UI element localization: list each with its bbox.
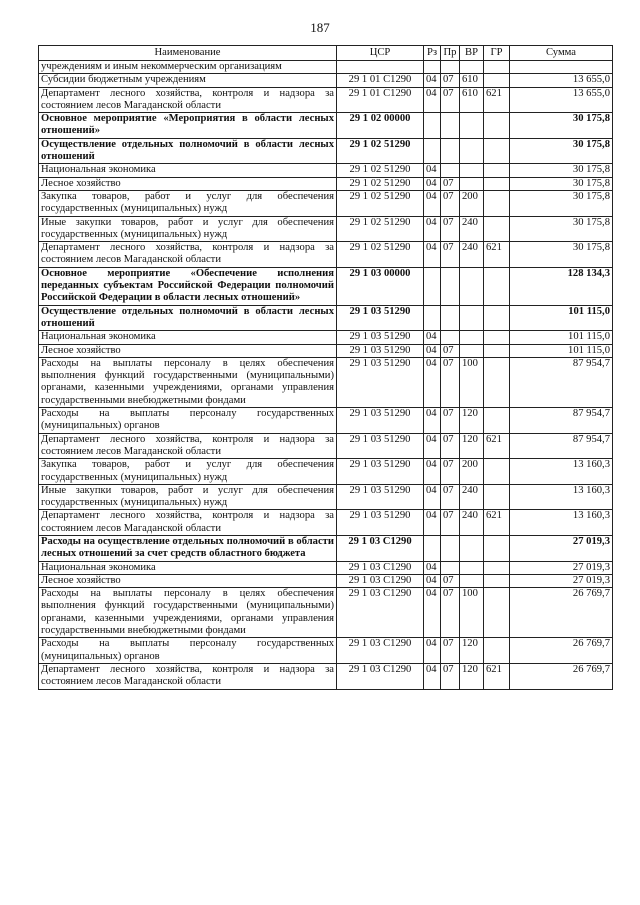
- cell-csr: 29 1 02 51290: [337, 216, 424, 242]
- cell-pr: [441, 535, 460, 561]
- cell-pr: 07: [441, 663, 460, 689]
- cell-pr: 07: [441, 87, 460, 113]
- cell-vr: 610: [460, 87, 484, 113]
- cell-rz: 04: [424, 484, 441, 510]
- cell-csr: 29 1 03 51290: [337, 510, 424, 536]
- cell-csr: 29 1 03 С1290: [337, 588, 424, 638]
- cell-vr: [460, 305, 484, 331]
- cell-vr: 240: [460, 242, 484, 268]
- cell-csr: 29 1 01 С1290: [337, 74, 424, 87]
- header-sum: Сумма: [510, 46, 613, 61]
- cell-gr: [484, 113, 510, 139]
- cell-rz: 04: [424, 561, 441, 574]
- cell-csr: 29 1 03 51290: [337, 344, 424, 357]
- table-row: [39, 331, 613, 344]
- cell-csr: 29 1 03 00000: [337, 267, 424, 305]
- table-row: [39, 638, 613, 664]
- cell-sum: 30 175,8: [510, 177, 613, 190]
- cell-empty: [460, 61, 484, 74]
- table-row: [39, 242, 613, 268]
- table-row: [39, 408, 613, 434]
- cell-name: Иные закупки товаров, работ и услуг для обеспечения государственных (муниципальных) нужд: [39, 216, 337, 242]
- cell-name: Основное мероприятие «Обеспечение исполнения переданных субъектам Российской Федерации полномочий Российской Федерации в области лесных отношений»: [39, 267, 337, 305]
- cell-pr: 07: [441, 216, 460, 242]
- cell-sum: 30 175,8: [510, 138, 613, 164]
- table-row: [39, 459, 613, 485]
- cell-csr: 29 1 03 51290: [337, 305, 424, 331]
- cell-csr: 29 1 02 00000: [337, 113, 424, 139]
- table-row: [39, 663, 613, 689]
- table-row: [39, 305, 613, 331]
- cell-pr: [441, 267, 460, 305]
- cell-gr: [484, 331, 510, 344]
- cell-rz: 04: [424, 510, 441, 536]
- cell-sum: 87 954,7: [510, 408, 613, 434]
- cell-rz: [424, 267, 441, 305]
- cell-gr: [484, 561, 510, 574]
- cell-name: Закупка товаров, работ и услуг для обеспечения государственных (муниципальных) нужд: [39, 459, 337, 485]
- table-row: [39, 588, 613, 638]
- cell-name: Национальная экономика: [39, 561, 337, 574]
- cell-gr: [484, 459, 510, 485]
- table-row: [39, 138, 613, 164]
- cell-sum: 13 655,0: [510, 87, 613, 113]
- cell-sum: 30 175,8: [510, 113, 613, 139]
- table-row: [39, 177, 613, 190]
- cell-sum: 128 134,3: [510, 267, 613, 305]
- cell-vr: 200: [460, 190, 484, 216]
- cell-pr: 07: [441, 177, 460, 190]
- cell-vr: 200: [460, 459, 484, 485]
- cell-gr: [484, 177, 510, 190]
- cell-name: Департамент лесного хозяйства, контроля и надзора за состоянием лесов Магаданской области: [39, 242, 337, 268]
- cell-pr: 07: [441, 433, 460, 459]
- cell-sum: 26 769,7: [510, 638, 613, 664]
- cell-rz: 04: [424, 164, 441, 177]
- cell-rz: 04: [424, 433, 441, 459]
- cell-csr: 29 1 03 51290: [337, 408, 424, 434]
- cell-gr: 621: [484, 433, 510, 459]
- cell-sum: 101 115,0: [510, 344, 613, 357]
- cell-vr: [460, 164, 484, 177]
- cell-rz: 04: [424, 588, 441, 638]
- cell-csr: 29 1 02 51290: [337, 242, 424, 268]
- cell-sum: 30 175,8: [510, 242, 613, 268]
- table-row: [39, 267, 613, 305]
- cell-rz: 04: [424, 663, 441, 689]
- cell-sum: 27 019,3: [510, 574, 613, 587]
- table-row: [39, 484, 613, 510]
- header-name: Наименование: [39, 46, 337, 61]
- cell-name: Субсидии бюджетным учреждениям: [39, 74, 337, 87]
- cell-pr: 07: [441, 588, 460, 638]
- cell-rz: 04: [424, 242, 441, 268]
- cell-empty: [337, 61, 424, 74]
- table-row: [39, 535, 613, 561]
- cell-csr: 29 1 02 51290: [337, 190, 424, 216]
- cell-rz: 04: [424, 357, 441, 407]
- cell-name: Департамент лесного хозяйства, контроля и надзора за состоянием лесов Магаданской области: [39, 433, 337, 459]
- cell-csr: 29 1 03 С1290: [337, 663, 424, 689]
- cell-pr: 07: [441, 459, 460, 485]
- page-number: 187: [310, 20, 330, 35]
- cell-rz: 04: [424, 638, 441, 664]
- cell-name: Лесное хозяйство: [39, 177, 337, 190]
- cell-name: Лесное хозяйство: [39, 574, 337, 587]
- cell-vr: 610: [460, 74, 484, 87]
- cell-vr: 120: [460, 408, 484, 434]
- cell-csr: 29 1 03 С1290: [337, 574, 424, 587]
- cell-sum: 13 655,0: [510, 74, 613, 87]
- cell-pr: [441, 331, 460, 344]
- table-row: [39, 190, 613, 216]
- cell-rz: 04: [424, 459, 441, 485]
- cell-pr: [441, 113, 460, 139]
- cell-gr: [484, 535, 510, 561]
- cell-sum: 26 769,7: [510, 663, 613, 689]
- cell-pr: 07: [441, 242, 460, 268]
- cell-pr: [441, 164, 460, 177]
- table-row: [39, 510, 613, 536]
- cell-sum: 13 160,3: [510, 484, 613, 510]
- cell-vr: [460, 177, 484, 190]
- cell-name: Расходы на выплаты персоналу в целях обеспечения выполнения функций государственными (муниципальными) органами, казенными учреждениями, органами управления государственными внебюджетными фондами: [39, 588, 337, 638]
- cell-sum: 101 115,0: [510, 305, 613, 331]
- cell-vr: 120: [460, 433, 484, 459]
- cell-vr: [460, 561, 484, 574]
- cell-gr: [484, 484, 510, 510]
- cell-rz: 04: [424, 190, 441, 216]
- cell-gr: [484, 408, 510, 434]
- cell-name: Иные закупки товаров, работ и услуг для обеспечения государственных (муниципальных) нужд: [39, 484, 337, 510]
- cell-sum: 30 175,8: [510, 216, 613, 242]
- header-gr: ГР: [484, 46, 510, 61]
- cell-pr: 07: [441, 74, 460, 87]
- cell-name: Национальная экономика: [39, 164, 337, 177]
- cell-gr: [484, 164, 510, 177]
- cell-sum: 30 175,8: [510, 164, 613, 177]
- cell-gr: [484, 574, 510, 587]
- cell-name: Лесное хозяйство: [39, 344, 337, 357]
- header-vr: ВР: [460, 46, 484, 61]
- cell-vr: 240: [460, 510, 484, 536]
- cell-name: Расходы на выплаты персоналу государственных (муниципальных) органов: [39, 638, 337, 664]
- table-row: [39, 357, 613, 407]
- cell-pr: 07: [441, 510, 460, 536]
- cell-name: Основное мероприятие «Мероприятия в области лесных отношений»: [39, 113, 337, 139]
- header-rz: Рз: [424, 46, 441, 61]
- cell-pr: 07: [441, 574, 460, 587]
- cell-rz: [424, 305, 441, 331]
- cell-rz: 04: [424, 331, 441, 344]
- cell-rz: 04: [424, 574, 441, 587]
- cell-sum: 27 019,3: [510, 561, 613, 574]
- cell-csr: 29 1 03 С1290: [337, 535, 424, 561]
- cell-vr: 120: [460, 663, 484, 689]
- cell-sum: 87 954,7: [510, 433, 613, 459]
- cell-pr: 07: [441, 484, 460, 510]
- cell-gr: 621: [484, 87, 510, 113]
- cell-empty: [441, 61, 460, 74]
- cell-pr: 07: [441, 344, 460, 357]
- cell-pr: 07: [441, 357, 460, 407]
- cell-rz: 04: [424, 344, 441, 357]
- cell-gr: [484, 138, 510, 164]
- cell-empty: [510, 61, 613, 74]
- cell-rz: 04: [424, 216, 441, 242]
- cell-sum: 87 954,7: [510, 357, 613, 407]
- cell-vr: 120: [460, 638, 484, 664]
- cell-name: Расходы на осуществление отдельных полномочий в области лесных отношений за счет средств областного бюджета: [39, 535, 337, 561]
- cell-pr: [441, 138, 460, 164]
- cell-rz: [424, 138, 441, 164]
- cell-gr: [484, 305, 510, 331]
- cell-sum: 13 160,3: [510, 510, 613, 536]
- table-row: [39, 344, 613, 357]
- cell-name: Расходы на выплаты персоналу государственных (муниципальных) органов: [39, 408, 337, 434]
- cell-sum: 101 115,0: [510, 331, 613, 344]
- cell-sum: 26 769,7: [510, 588, 613, 638]
- cell-vr: 100: [460, 588, 484, 638]
- cell-gr: [484, 216, 510, 242]
- cell-csr: 29 1 03 51290: [337, 484, 424, 510]
- table-row: [39, 113, 613, 139]
- cell-gr: [484, 357, 510, 407]
- cell-pr: 07: [441, 638, 460, 664]
- cell-name: Осуществление отдельных полномочий в области лесных отношений: [39, 138, 337, 164]
- cell-empty: [484, 61, 510, 74]
- table-row: [39, 87, 613, 113]
- cell-gr: 621: [484, 242, 510, 268]
- cell-vr: [460, 138, 484, 164]
- header-pr: Пр: [441, 46, 460, 61]
- cell-name: Департамент лесного хозяйства, контроля и надзора за состоянием лесов Магаданской области: [39, 87, 337, 113]
- cell-vr: 240: [460, 484, 484, 510]
- cell-name: Осуществление отдельных полномочий в области лесных отношений: [39, 305, 337, 331]
- cell-name: Расходы на выплаты персоналу в целях обеспечения выполнения функций государственными (муниципальными) органами, казенными учреждениями, органами управления государственными внебюджетными фондами: [39, 357, 337, 407]
- cell-csr: 29 1 02 51290: [337, 138, 424, 164]
- cell-rz: [424, 535, 441, 561]
- cell-vr: [460, 344, 484, 357]
- table-row: [39, 164, 613, 177]
- cell-sum: 27 019,3: [510, 535, 613, 561]
- cell-name: Национальная экономика: [39, 331, 337, 344]
- table-row: [39, 74, 613, 87]
- cell-vr: [460, 535, 484, 561]
- cell-vr: [460, 113, 484, 139]
- cell-rz: 04: [424, 74, 441, 87]
- cell-vr: [460, 331, 484, 344]
- cell-gr: [484, 344, 510, 357]
- cell-csr: 29 1 03 51290: [337, 357, 424, 407]
- cell-rz: 04: [424, 177, 441, 190]
- cell-rz: 04: [424, 87, 441, 113]
- continuation-row: [39, 61, 613, 74]
- cell-gr: [484, 267, 510, 305]
- cell-pr: [441, 305, 460, 331]
- table-header-row: [39, 46, 613, 61]
- cell-gr: [484, 638, 510, 664]
- cell-name: Департамент лесного хозяйства, контроля и надзора за состоянием лесов Магаданской области: [39, 663, 337, 689]
- cell-rz: [424, 113, 441, 139]
- table-row: [39, 574, 613, 587]
- cell-vr: 100: [460, 357, 484, 407]
- cell-csr: 29 1 03 С1290: [337, 638, 424, 664]
- cell-vr: [460, 267, 484, 305]
- header-csr: ЦСР: [337, 46, 424, 61]
- budget-table: [38, 45, 613, 690]
- cell-vr: [460, 574, 484, 587]
- cell-pr: 07: [441, 190, 460, 216]
- table-row: [39, 433, 613, 459]
- cell-csr: 29 1 02 51290: [337, 177, 424, 190]
- cell-sum: 13 160,3: [510, 459, 613, 485]
- cell-vr: 240: [460, 216, 484, 242]
- cell-pr: 07: [441, 408, 460, 434]
- cell-csr: 29 1 03 С1290: [337, 561, 424, 574]
- cell-pr: [441, 561, 460, 574]
- continuation-text: учреждениям и иным некоммерческим организациям: [39, 61, 337, 74]
- cell-gr: [484, 74, 510, 87]
- table-row: [39, 561, 613, 574]
- cell-gr: 621: [484, 510, 510, 536]
- cell-csr: 29 1 02 51290: [337, 164, 424, 177]
- cell-name: Департамент лесного хозяйства, контроля и надзора за состоянием лесов Магаданской области: [39, 510, 337, 536]
- table-row: [39, 216, 613, 242]
- cell-csr: 29 1 01 С1290: [337, 87, 424, 113]
- cell-empty: [424, 61, 441, 74]
- cell-name: Закупка товаров, работ и услуг для обеспечения государственных (муниципальных) нужд: [39, 190, 337, 216]
- cell-gr: 621: [484, 663, 510, 689]
- cell-gr: [484, 588, 510, 638]
- cell-sum: 30 175,8: [510, 190, 613, 216]
- cell-csr: 29 1 03 51290: [337, 459, 424, 485]
- cell-gr: [484, 190, 510, 216]
- cell-csr: 29 1 03 51290: [337, 433, 424, 459]
- cell-csr: 29 1 03 51290: [337, 331, 424, 344]
- cell-rz: 04: [424, 408, 441, 434]
